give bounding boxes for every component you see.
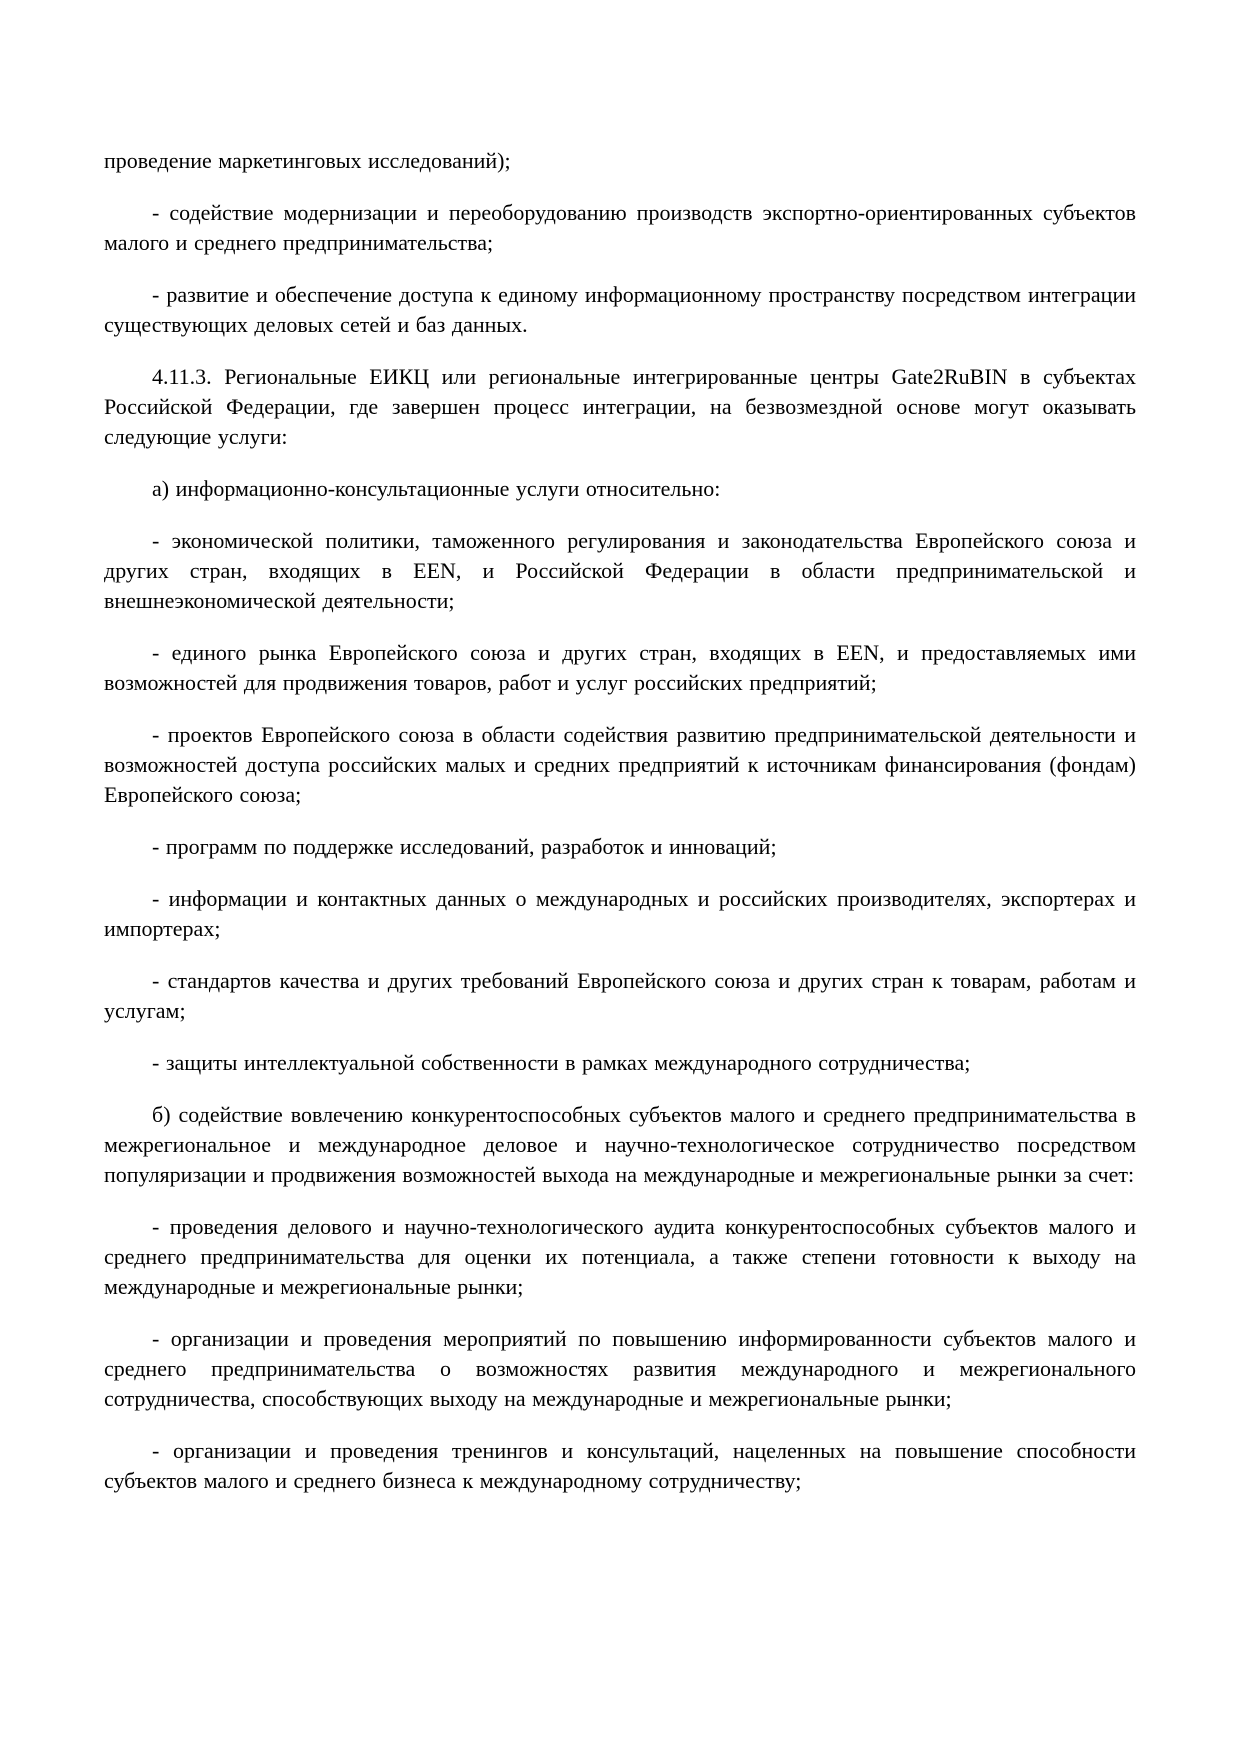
- paragraph-subitem-a: а) информационно-консультационные услуги относительно:: [152, 476, 721, 501]
- paragraph-item: - проектов Европейского союза в области содействия развитию предпринимательской деятельности и возможностей доступа российских малых и средних предприятий к источникам финансирования (фондам) Европейского союза;: [104, 722, 1136, 807]
- paragraph-subitem-b: б) содействие вовлечению конкурентоспособных субъектов малого и среднего предпринимательства в межрегиональное и международное деловое и научно-технологическое сотрудничество посредством популяризации и продвижения возможностей выхода на международные и межрегиональные рынки за счет:: [104, 1102, 1136, 1187]
- paragraph-section-4-11-3: 4.11.3. Региональные ЕИКЦ или региональные интегрированные центры Gate2RuBIN в субъектах Российской Федерации, где завершен процесс интеграции, на безвозмездной основе могут оказывать следующие услуги:: [104, 364, 1136, 449]
- paragraph-item: - программ по поддержке исследований, разработок и инноваций;: [152, 834, 777, 859]
- paragraph-item: - содействие модернизации и переоборудованию производств экспортно-ориентированных субъектов малого и среднего предпринимательства;: [104, 200, 1136, 255]
- paragraph-item: - стандартов качества и других требований Европейского союза и других стран к товарам, работам и услугам;: [104, 968, 1136, 1023]
- paragraph-continuation: проведение маркетинговых исследований);: [104, 148, 511, 173]
- paragraph-item: - экономической политики, таможенного регулирования и законодательства Европейского союза и других стран, входящих в EEN, и Российской Федерации в области предпринимательской и внешнеэкономической деятельности;: [104, 528, 1136, 613]
- paragraph-item: - развитие и обеспечение доступа к единому информационному пространству посредством интеграции существующих деловых сетей и баз данных.: [104, 282, 1136, 337]
- paragraph-item: - проведения делового и научно-технологического аудита конкурентоспособных субъектов малого и среднего предпринимательства для оценки их потенциала, а также степени готовности к выходу на международные и межрегиональные рынки;: [104, 1214, 1136, 1299]
- paragraph-item: - организации и проведения тренингов и консультаций, нацеленных на повышение способности субъектов малого и среднего бизнеса к международному сотрудничеству;: [104, 1438, 1136, 1493]
- paragraph-item: - единого рынка Европейского союза и других стран, входящих в EEN, и предоставляемых ими возможностей для продвижения товаров, работ и услуг российских предприятий;: [104, 640, 1136, 695]
- paragraph-item: - информации и контактных данных о международных и российских производителях, экспортерах и импортерах;: [104, 886, 1136, 941]
- paragraph-item: - организации и проведения мероприятий по повышению информированности субъектов малого и среднего предпринимательства о возможностях развития международного и межрегионального сотрудничества, способствующих выходу на международные и межрегиональные рынки;: [104, 1326, 1136, 1411]
- paragraph-item: - защиты интеллектуальной собственности в рамках международного сотрудничества;: [152, 1050, 971, 1075]
